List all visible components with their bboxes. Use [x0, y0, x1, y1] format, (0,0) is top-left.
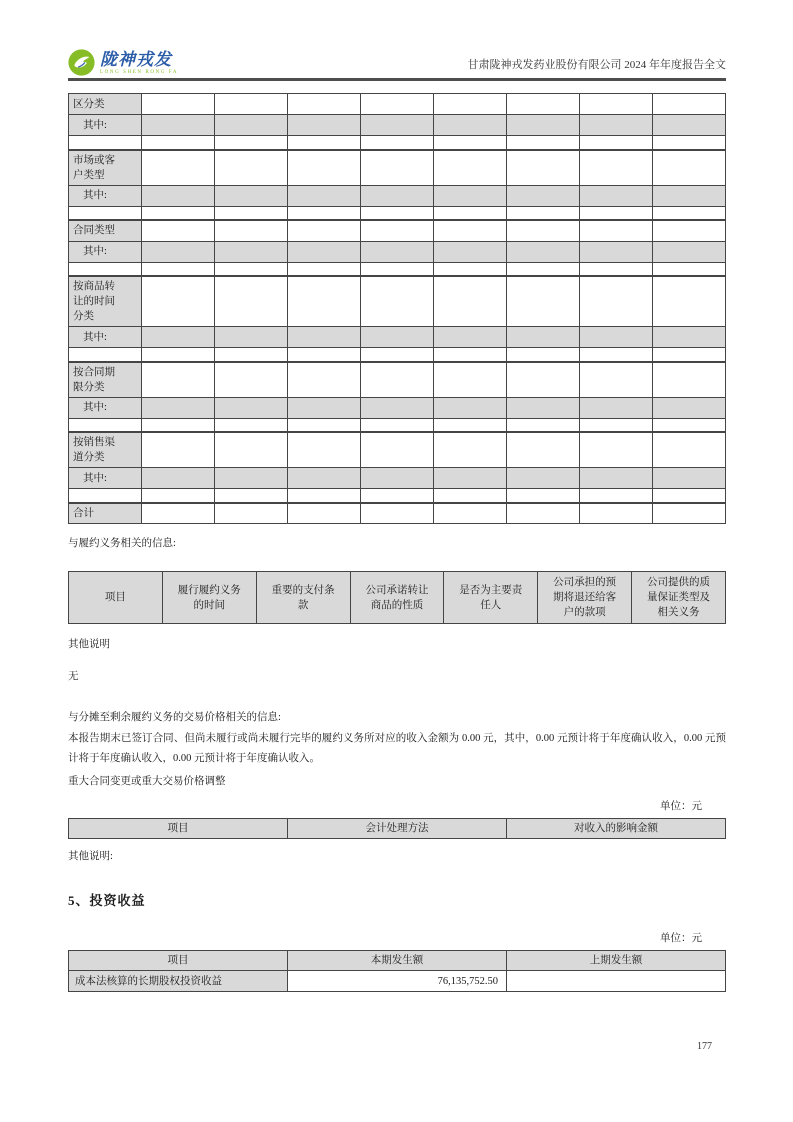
empty-data-cell — [215, 206, 288, 220]
empty-data-cell — [361, 150, 434, 186]
empty-data-cell — [580, 115, 653, 136]
row-label-cell: 其中: — [69, 397, 142, 418]
empty-data-cell — [215, 397, 288, 418]
page-header — [68, 42, 726, 76]
empty-data-cell — [507, 185, 580, 206]
table-row — [69, 362, 726, 398]
empty-data-cell — [580, 327, 653, 348]
empty-data-cell — [288, 150, 361, 186]
empty-data-cell — [361, 327, 434, 348]
empty-data-cell — [361, 397, 434, 418]
empty-data-cell — [361, 468, 434, 489]
empty-data-cell — [288, 220, 361, 241]
empty-data-cell — [434, 276, 507, 327]
empty-data-cell — [653, 276, 726, 327]
empty-data-cell — [580, 206, 653, 220]
empty-data-cell — [215, 241, 288, 262]
empty-data-cell — [653, 185, 726, 206]
column-header-cell: 履行履约义务的时间 — [162, 572, 256, 624]
current-amount-cell: 76,135,752.50 — [288, 971, 507, 992]
empty-data-cell — [361, 115, 434, 136]
row-label-cell: 市场或客户类型 — [69, 150, 142, 186]
empty-data-cell — [653, 432, 726, 468]
empty-data-cell — [434, 241, 507, 262]
empty-data-cell — [361, 220, 434, 241]
empty-data-cell — [653, 206, 726, 220]
empty-data-cell — [507, 489, 580, 503]
logo-text — [100, 51, 178, 75]
empty-data-cell — [142, 503, 215, 524]
empty-data-cell — [434, 327, 507, 348]
row-label-cell: 按合同期限分类 — [69, 362, 142, 398]
column-header-cell: 公司承诺转让商品的性质 — [350, 572, 444, 624]
table-row — [69, 94, 726, 115]
empty-data-cell — [507, 276, 580, 327]
empty-data-cell — [215, 362, 288, 398]
row-label-cell — [69, 418, 142, 432]
row-label-cell: 按商品转让的时间分类 — [69, 276, 142, 327]
empty-data-cell — [142, 94, 215, 115]
empty-data-cell — [142, 206, 215, 220]
table-row — [69, 276, 726, 327]
empty-data-cell — [361, 362, 434, 398]
row-label-cell: 合同类型 — [69, 220, 142, 241]
table-row — [69, 971, 726, 992]
performance-obligation-info-label: 与履约义务相关的信息: — [68, 538, 176, 549]
empty-data-cell — [507, 397, 580, 418]
empty-data-cell — [434, 94, 507, 115]
remaining-price-label: 与分摊至剩余履约义务的交易价格相关的信息: — [68, 712, 281, 723]
other-note-label: 其他说明 — [68, 639, 110, 650]
empty-data-cell — [215, 150, 288, 186]
empty-data-cell — [215, 432, 288, 468]
empty-data-cell — [434, 150, 507, 186]
empty-data-cell — [580, 397, 653, 418]
empty-data-cell — [653, 397, 726, 418]
row-label-cell — [69, 136, 142, 150]
empty-data-cell — [434, 206, 507, 220]
empty-data-cell — [434, 220, 507, 241]
table-row — [69, 327, 726, 348]
empty-data-cell — [507, 150, 580, 186]
empty-data-cell — [580, 489, 653, 503]
empty-data-cell — [507, 136, 580, 150]
empty-data-cell — [507, 327, 580, 348]
empty-data-cell — [434, 418, 507, 432]
contract-change-title: 重大合同变更或重大交易价格调整 — [68, 776, 226, 787]
empty-data-cell — [507, 206, 580, 220]
company-logo — [68, 49, 178, 76]
table-row — [69, 489, 726, 503]
column-header-cell: 是否为主要责任人 — [444, 572, 538, 624]
empty-data-cell — [434, 503, 507, 524]
empty-data-cell — [653, 418, 726, 432]
empty-data-cell — [142, 220, 215, 241]
empty-data-cell — [507, 432, 580, 468]
empty-data-cell — [215, 489, 288, 503]
empty-data-cell — [288, 185, 361, 206]
empty-data-cell — [653, 348, 726, 362]
column-header-cell: 公司承担的预期将退还给客户的款项 — [538, 572, 632, 624]
row-label-cell: 区分类 — [69, 94, 142, 115]
empty-data-cell — [653, 136, 726, 150]
empty-data-cell — [142, 418, 215, 432]
empty-data-cell — [361, 206, 434, 220]
row-label-cell — [69, 348, 142, 362]
logo-cn-label: 陇神戎发 — [100, 49, 172, 69]
prior-amount-cell — [507, 971, 726, 992]
column-header-cell: 公司提供的质量保证类型及相关义务 — [632, 572, 726, 624]
investment-income-table — [68, 950, 726, 992]
empty-data-cell — [288, 432, 361, 468]
row-label-cell: 其中: — [69, 115, 142, 136]
empty-data-cell — [434, 468, 507, 489]
header-rule — [68, 78, 726, 81]
column-header-cell: 会计处理方法 — [288, 819, 507, 839]
page-number: 177 — [697, 1041, 712, 1052]
table-row — [69, 397, 726, 418]
table-row — [69, 348, 726, 362]
empty-data-cell — [288, 136, 361, 150]
empty-data-cell — [653, 220, 726, 241]
empty-data-cell — [288, 276, 361, 327]
empty-data-cell — [434, 185, 507, 206]
empty-data-cell — [142, 362, 215, 398]
empty-data-cell — [215, 468, 288, 489]
empty-data-cell — [653, 503, 726, 524]
table-row — [69, 220, 726, 241]
empty-data-cell — [288, 397, 361, 418]
empty-data-cell — [215, 262, 288, 276]
row-label-cell: 其中: — [69, 185, 142, 206]
investment-income-heading: 5、投资收益 — [68, 893, 146, 908]
empty-data-cell — [142, 136, 215, 150]
empty-data-cell — [580, 94, 653, 115]
empty-data-cell — [653, 327, 726, 348]
empty-data-cell — [215, 94, 288, 115]
empty-data-cell — [142, 115, 215, 136]
empty-data-cell — [361, 276, 434, 327]
empty-data-cell — [288, 503, 361, 524]
empty-data-cell — [288, 262, 361, 276]
other-note-value: 无 — [68, 671, 79, 682]
revenue-breakdown-table — [68, 93, 726, 524]
row-label-cell: 按销售渠道分类 — [69, 432, 142, 468]
empty-data-cell — [288, 94, 361, 115]
empty-data-cell — [653, 362, 726, 398]
empty-data-cell — [361, 348, 434, 362]
empty-data-cell — [361, 489, 434, 503]
empty-data-cell — [361, 94, 434, 115]
table-row — [69, 150, 726, 186]
empty-data-cell — [142, 489, 215, 503]
performance-obligation-table — [68, 571, 726, 624]
empty-data-cell — [434, 262, 507, 276]
empty-data-cell — [653, 489, 726, 503]
empty-data-cell — [142, 397, 215, 418]
empty-data-cell — [361, 262, 434, 276]
column-header-cell: 重要的支付条款 — [256, 572, 350, 624]
empty-data-cell — [653, 241, 726, 262]
empty-data-cell — [142, 276, 215, 327]
column-header-cell: 项目 — [69, 572, 163, 624]
empty-data-cell — [507, 503, 580, 524]
empty-data-cell — [653, 468, 726, 489]
unit-label-investment: 单位：元 — [660, 933, 702, 944]
contract-other-note-label: 其他说明: — [68, 851, 113, 862]
empty-data-cell — [361, 418, 434, 432]
empty-data-cell — [288, 348, 361, 362]
empty-data-cell — [580, 432, 653, 468]
empty-data-cell — [288, 468, 361, 489]
empty-data-cell — [361, 503, 434, 524]
row-label-cell: 其中: — [69, 468, 142, 489]
empty-data-cell — [215, 503, 288, 524]
empty-data-cell — [580, 150, 653, 186]
empty-data-cell — [288, 206, 361, 220]
row-label-cell — [69, 206, 142, 220]
empty-data-cell — [434, 348, 507, 362]
empty-data-cell — [580, 241, 653, 262]
empty-data-cell — [215, 220, 288, 241]
empty-data-cell — [580, 262, 653, 276]
column-header-cell: 本期发生额 — [288, 951, 507, 971]
empty-data-cell — [215, 327, 288, 348]
empty-data-cell — [361, 241, 434, 262]
empty-data-cell — [434, 362, 507, 398]
contract-change-table — [68, 818, 726, 839]
empty-data-cell — [142, 468, 215, 489]
table-row — [69, 503, 726, 524]
empty-data-cell — [434, 115, 507, 136]
logo-en-label: LONG SHEN RONG FA — [100, 69, 179, 75]
column-header-cell: 项目 — [69, 951, 288, 971]
empty-data-cell — [288, 241, 361, 262]
empty-data-cell — [507, 418, 580, 432]
empty-data-cell — [507, 262, 580, 276]
empty-data-cell — [580, 185, 653, 206]
table-header-row — [69, 951, 726, 971]
row-label-cell: 其中: — [69, 327, 142, 348]
row-label-cell: 合计 — [69, 503, 142, 524]
empty-data-cell — [507, 241, 580, 262]
row-label-cell — [69, 262, 142, 276]
empty-data-cell — [580, 362, 653, 398]
table-row — [69, 468, 726, 489]
table-row — [69, 572, 726, 624]
empty-data-cell — [142, 348, 215, 362]
empty-data-cell — [142, 150, 215, 186]
empty-data-cell — [580, 468, 653, 489]
empty-data-cell — [142, 327, 215, 348]
row-label-cell — [69, 489, 142, 503]
empty-data-cell — [215, 276, 288, 327]
empty-data-cell — [507, 348, 580, 362]
empty-data-cell — [580, 276, 653, 327]
report-title: 甘肃陇神戎发药业股份有限公司 2024 年年度报告全文 — [467, 59, 726, 71]
empty-data-cell — [361, 185, 434, 206]
logo-mark-icon — [68, 49, 95, 76]
table-row — [69, 115, 726, 136]
empty-data-cell — [653, 150, 726, 186]
table-row — [69, 185, 726, 206]
empty-data-cell — [288, 362, 361, 398]
empty-data-cell — [580, 418, 653, 432]
empty-data-cell — [507, 115, 580, 136]
empty-data-cell — [580, 503, 653, 524]
empty-data-cell — [288, 327, 361, 348]
column-header-cell: 上期发生额 — [507, 951, 726, 971]
table-row — [69, 136, 726, 150]
empty-data-cell — [580, 348, 653, 362]
empty-data-cell — [215, 115, 288, 136]
empty-data-cell — [507, 468, 580, 489]
empty-data-cell — [653, 262, 726, 276]
empty-data-cell — [434, 432, 507, 468]
item-cell: 成本法核算的长期股权投资收益 — [69, 971, 288, 992]
empty-data-cell — [507, 94, 580, 115]
empty-data-cell — [215, 185, 288, 206]
empty-data-cell — [434, 136, 507, 150]
row-label-cell: 其中: — [69, 241, 142, 262]
table-row — [69, 206, 726, 220]
empty-data-cell — [288, 115, 361, 136]
empty-data-cell — [288, 489, 361, 503]
empty-data-cell — [653, 94, 726, 115]
empty-data-cell — [215, 348, 288, 362]
empty-data-cell — [361, 136, 434, 150]
empty-data-cell — [142, 241, 215, 262]
column-header-cell: 项目 — [69, 819, 288, 839]
remaining-price-paragraph: 本报告期末已签订合同、但尚未履行或尚未履行完毕的履约义务所对应的收入金额为 0.00 元，其中，0.00 元预计将于年度确认收入，0.00 元预计将于年度确认收入，0.00 元预计将于年度确认收入。 — [68, 733, 726, 764]
empty-data-cell — [142, 185, 215, 206]
empty-data-cell — [507, 362, 580, 398]
unit-label-contract: 单位：元 — [660, 801, 702, 812]
empty-data-cell — [215, 418, 288, 432]
empty-data-cell — [215, 136, 288, 150]
table-row — [69, 819, 726, 839]
table-row — [69, 241, 726, 262]
empty-data-cell — [288, 418, 361, 432]
table-row — [69, 262, 726, 276]
column-header-cell: 对收入的影响金额 — [507, 819, 726, 839]
empty-data-cell — [142, 262, 215, 276]
empty-data-cell — [434, 397, 507, 418]
empty-data-cell — [434, 489, 507, 503]
empty-data-cell — [580, 136, 653, 150]
empty-data-cell — [142, 432, 215, 468]
empty-data-cell — [361, 432, 434, 468]
empty-data-cell — [580, 220, 653, 241]
table-row — [69, 432, 726, 468]
empty-data-cell — [507, 220, 580, 241]
table-row — [69, 418, 726, 432]
empty-data-cell — [653, 115, 726, 136]
